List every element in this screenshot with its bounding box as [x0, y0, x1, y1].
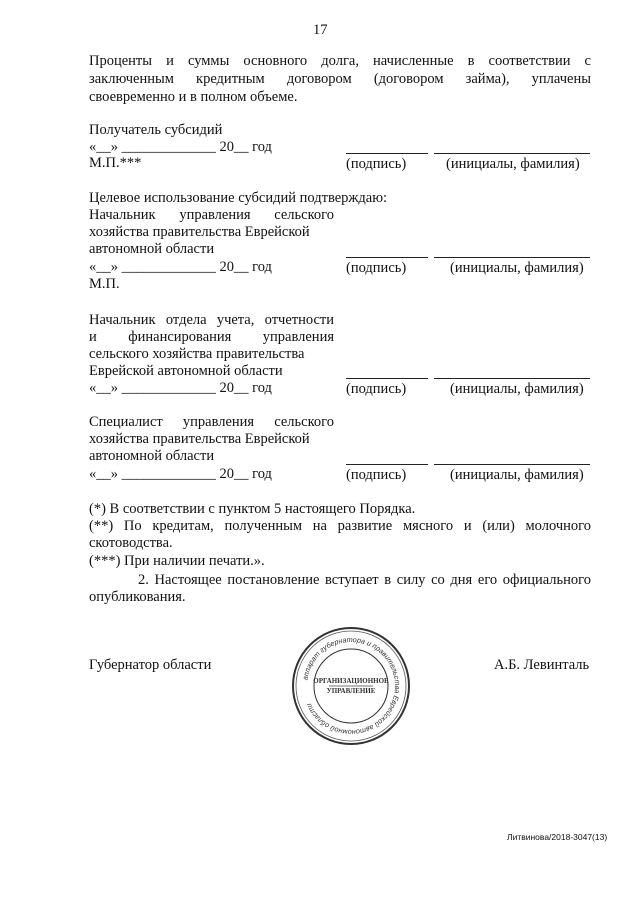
footnote-2-cont: скотоводства.: [89, 535, 173, 551]
official-seal: [289, 624, 413, 748]
footnote-1: (*) В соответствии с пунктом 5 настоящего Порядка.: [89, 501, 416, 517]
seal-center-line-1: ОРГАНИЗАЦИОННОЕ: [313, 677, 389, 685]
seal-ring-text: аппарат губернатора и правительства Еврейской автономной области: [300, 634, 403, 738]
seal-center-line-2: УПРАВЛЕНИЕ: [326, 687, 376, 695]
footer-reference: Литвинова/2018-3047(13): [507, 832, 608, 842]
governor-name: А.Б. Левинталь: [494, 657, 590, 673]
page-number: 17: [313, 22, 328, 38]
head-accounting-initials-line: [434, 378, 590, 379]
head-accounting-date-line: «__» _____________ 20__ год: [89, 380, 272, 396]
recipient-stamp-mark: М.П.***: [89, 155, 142, 171]
head-agri-line-3: автономной области: [89, 241, 215, 257]
head-accounting-signature-label: (подпись): [346, 381, 407, 397]
head-agri-signature-label: (подпись): [346, 260, 407, 276]
intro-line-1: Проценты и суммы основного долга, начисленные в соответствии с: [89, 53, 591, 69]
specialist-initials-label: (инициалы, фамилия): [450, 467, 584, 483]
head-agri-initials-line: [434, 257, 590, 258]
head-agri-date-line: «__» _____________ 20__ год: [89, 259, 272, 275]
head-agri-line-2: хозяйства правительства Еврейской: [89, 224, 310, 240]
head-accounting-signature-line: [346, 378, 428, 379]
head-accounting-line-3: сельского хозяйства правительства: [89, 346, 305, 362]
footnote-2: (**) По кредитам, полученным на развитие мясного и (или) молочного: [89, 518, 591, 534]
governor-title: Губернатор области: [89, 657, 212, 673]
recipient-date-line: «__» _____________ 20__ год: [89, 139, 272, 155]
head-agri-line-1: Начальник управления сельского: [89, 207, 334, 223]
recipient-title: Получатель субсидий: [89, 122, 223, 138]
confirm-heading: Целевое использование субсидий подтверждаю:: [89, 190, 388, 206]
specialist-line-1: Специалист управления сельского: [89, 414, 334, 430]
intro-line-2: заключенным кредитным договором (договором займа), уплачены: [89, 71, 591, 87]
specialist-signature-label: (подпись): [346, 467, 407, 483]
head-accounting-initials-label: (инициалы, фамилия): [450, 381, 584, 397]
recipient-initials-line: [434, 153, 590, 154]
specialist-date-line: «__» _____________ 20__ год: [89, 466, 272, 482]
specialist-signature-line: [346, 464, 428, 465]
head-agri-stamp-mark: М.П.: [89, 276, 120, 292]
clause-2-line-2: опубликования.: [89, 589, 186, 605]
head-accounting-line-2: и финансирования управления: [89, 329, 334, 345]
head-accounting-line-1: Начальник отдела учета, отчетности: [89, 312, 334, 328]
head-agri-signature-line: [346, 257, 428, 258]
specialist-line-2: хозяйства правительства Еврейской: [89, 431, 310, 447]
intro-line-3: своевременно и в полном объеме.: [89, 89, 298, 105]
recipient-initials-label: (инициалы, фамилия): [446, 156, 580, 172]
specialist-initials-line: [434, 464, 590, 465]
head-agri-initials-label: (инициалы, фамилия): [450, 260, 584, 276]
clause-2-line-1: 2. Настоящее постановление вступает в силу со дня его официального: [138, 572, 591, 588]
footnote-3: (***) При наличии печати.».: [89, 553, 265, 569]
specialist-line-3: автономной области: [89, 448, 215, 464]
recipient-signature-line: [346, 153, 428, 154]
recipient-signature-label: (подпись): [346, 156, 407, 172]
head-accounting-line-4: Еврейской автономной области: [89, 363, 283, 379]
